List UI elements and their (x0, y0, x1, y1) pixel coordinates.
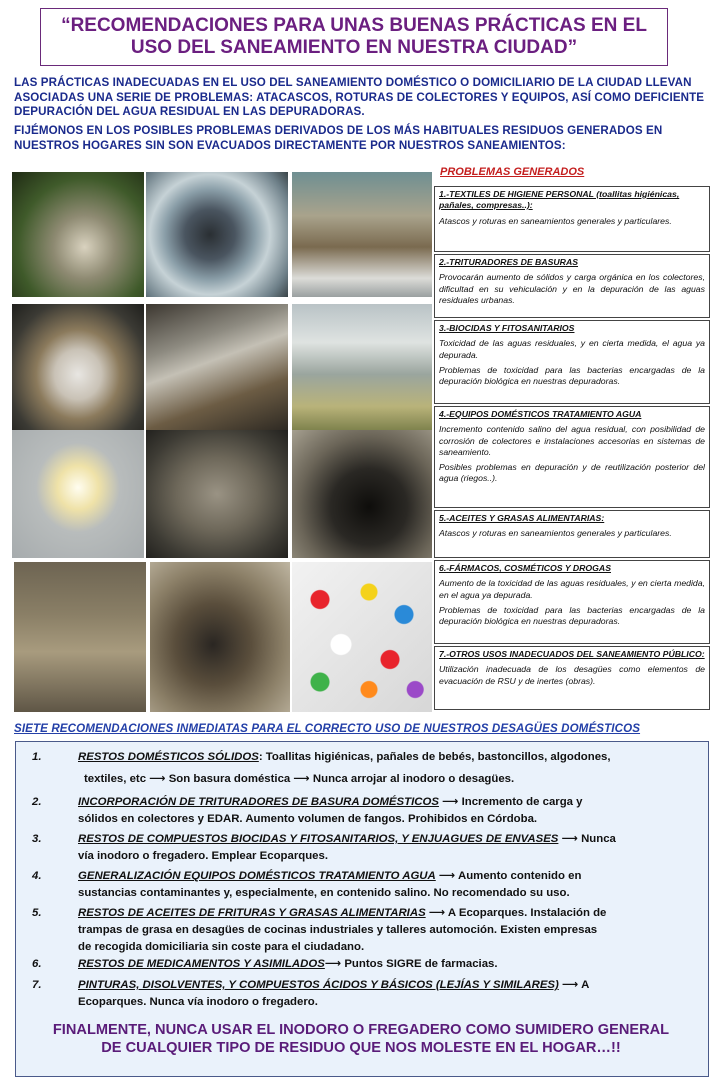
recommendations-box (15, 741, 709, 1077)
problem-title: 4.-EQUIPOS DOMÉSTICOS TRATAMIENTO AGUA (439, 409, 642, 419)
problem-desc: Atascos y roturas en saneamientos generales y particulares. (439, 215, 672, 226)
recommendation-text: Ecoparques. Nunca vía inodoro o fregadero. (78, 996, 318, 1008)
problem-title: 2.-TRITURADORES DE BASURAS (439, 257, 579, 267)
recommendation-text: ⟶ Puntos SIGRE de farmacias. (324, 958, 498, 970)
problem-desc: Incremento contenido salino del agua residual, con posibilidad de corrosión de colectores e instalaciones accesorias en sistemas de saneamiento. (439, 424, 705, 457)
photo-foam-outfall (292, 304, 432, 432)
recommendation-text: ⟶ A (558, 979, 590, 991)
photo-grinder-equipment (146, 304, 288, 432)
problem-desc: Atascos y roturas en saneamientos generales y particulares. (439, 528, 672, 539)
photo-inspection-chamber (150, 562, 290, 712)
problem-title: 1.-TEXTILES DE HIGIENE PERSONAL (toallitas higiénicas, pañales, compresas..): (439, 189, 680, 211)
photo-sewer-shaft (292, 430, 432, 558)
recommendation-text: ⟶ Incremento de carga y (438, 796, 583, 808)
recommendation-text: vía inodoro o fregadero. Emplear Ecoparques. (78, 850, 329, 862)
final-warning-line-2: DE CUALQUIER TIPO DE RESIDUO QUE NOS MOLESTE EN EL HOGAR…!! (101, 1040, 621, 1056)
title-line-2: USO DEL SANEAMIENTO EN NUESTRA CIUDAD” (130, 37, 578, 58)
problem-box-6 (434, 560, 710, 644)
recommendation-title: INCORPORACIÓN DE TRITURADORES DE BASURA DOMÉSTICOS (78, 796, 439, 808)
photo-pump-blocked (146, 172, 288, 297)
recommendation-title: PINTURAS, DISOLVENTES, Y COMPUESTOS ÁCIDOS Y BÁSICOS (LEJÍAS Y SIMILARES) (78, 979, 559, 991)
photo-sewer-tunnel-debris (14, 562, 146, 712)
problem-title: 5.-ACEITES Y GRASAS ALIMENTARIAS: (439, 513, 605, 523)
title-line-1: “RECOMENDACIONES PARA UNAS BUENAS PRÁCTICAS EN EL (61, 15, 647, 36)
photo-screen-debris (292, 172, 432, 297)
recommendation-title: GENERALIZACIÓN EQUIPOS DOMÉSTICOS TRATAMIENTO AGUA (78, 870, 436, 882)
problem-box-3 (434, 320, 710, 404)
problem-box-5 (434, 510, 710, 558)
recommendation-title: RESTOS DE ACEITES DE FRITURAS Y GRASAS ALIMENTARIAS (78, 907, 426, 919)
recommendation-title: RESTOS DE COMPUESTOS BIOCIDAS Y FITOSANITARIOS, Y ENJUAGUES DE ENVASES (78, 833, 559, 845)
final-warning-line-1: FINALMENTE, NUNCA USAR EL INODORO O FREGADERO COMO SUMIDERO GENERAL (52, 1022, 670, 1038)
recommendation-text: sustancias contaminantes y, especialmente, en contenido salino. No recomendado su uso. (78, 887, 570, 899)
problem-desc: Problemas de toxicidad para las bacterias encargadas de la depuración biológica en nuestras depuradoras. (439, 364, 705, 387)
photo-grid (12, 172, 432, 714)
recommendation-number: 4. (32, 870, 42, 882)
problem-title: 6.-FÁRMACOS, COSMÉTICOS Y DROGAS (439, 563, 611, 573)
recommendation-text: : Toallitas higiénicas, pañales de bebés, bastoncillos, algodones, (258, 751, 611, 763)
recommendation-number: 3. (32, 833, 42, 845)
photo-salt-deposits (12, 430, 144, 558)
recommendation-number: 1. (32, 751, 42, 763)
problem-title: 3.-BIOCIDAS Y FITOSANITARIOS (439, 323, 575, 333)
problem-desc: Posibles problemas en depuración y de reutilización posterior del agua (riegos..). (439, 462, 705, 484)
problem-desc: Problemas de toxicidad para las bacterias encargadas de la depuración biológica en nuestras depuradoras. (439, 604, 705, 627)
photo-grease-manhole (146, 430, 288, 558)
recommendation-text: sólidos en colectores y EDAR. Aumento volumen de fangos. Prohibidos en Córdoba. (78, 813, 538, 825)
recommendation-number: 7. (32, 979, 42, 991)
recommendation-number: 2. (32, 796, 42, 808)
recommendation-number: 6. (32, 958, 42, 970)
problem-desc: Provocarán aumento de sólidos y carga orgánica en los colectores, dificultad en su vehiculación y en la depuración de las aguas residuales urbanas. (439, 272, 705, 305)
problem-box-4 (434, 406, 710, 508)
photo-wipes-clog (12, 172, 144, 297)
recommendation-title: RESTOS DOMÉSTICOS SÓLIDOS (78, 751, 259, 763)
problem-box-1 (434, 186, 710, 252)
recommendation-text: trampas de grasa en desagües de cocinas industriales y talleres automoción. Existen empresas (78, 924, 598, 936)
problem-box-2 (434, 254, 710, 318)
final-warning (16, 1021, 706, 1057)
recommendation-text: de recogida domiciliaria sin coste para el ciudadano. (78, 941, 365, 953)
problem-box-7 (434, 646, 710, 710)
intro-paragraph-1: LAS PRÁCTICAS INADECUADAS EN EL USO DEL SANEAMIENTO DOMÉSTICO O DOMICILIARIO DE LA CIUDAD LLEVAN ASOCIADAS UNA SERIE DE PROBLEMAS: ATACASCOS, ROTURAS DE COLECTORES Y EQUIPOS, ASÍ COMO DEFICIENTE DEPURACIÓN DEL AGUA RESIDUAL EN LAS DEPURADORAS. (14, 76, 705, 118)
recommendation-number: 5. (32, 907, 42, 919)
recommendation-text: ⟶ A Ecoparques. Instalación de (425, 907, 607, 919)
problems-heading: PROBLEMAS GENERADOS (440, 166, 585, 178)
recommendation-title: RESTOS DE MEDICAMENTOS Y ASIMILADOS (78, 958, 325, 970)
photo-toilet (12, 304, 144, 432)
problem-desc: Aumento de la toxicidad de las aguas residuales, y en cierta medida, en el agua ya depurada. (439, 578, 705, 600)
poster-title (40, 8, 668, 66)
recommendations-heading: SIETE RECOMENDACIONES INMEDIATAS PARA EL CORRECTO USO DE NUESTROS DESAGÜES DOMÉSTICOS (14, 722, 641, 735)
recommendation-text: textiles, etc ⟶ Son basura doméstica ⟶ Nunca arrojar al inodoro o desagües. (84, 773, 515, 785)
problem-desc: Utilización inadecuada de los desagües como elementos de evacuación de RSU y de inertes (obras). (439, 664, 705, 686)
problem-desc: Toxicidad de las aguas residuales, y en cierta medida, el agua ya depurada. (439, 338, 705, 360)
recommendation-text: ⟶ Aumento contenido en (435, 870, 582, 882)
intro-paragraph-2: FIJÉMONOS EN LOS POSIBLES PROBLEMAS DERIVADOS DE LOS MÁS HABITUALES RESIDUOS GENERADOS EN NUESTROS HOGARES SIN SON EVACUADOS DIRECTAMENTE POR NUESTROS SANEAMIENTOS: (14, 124, 663, 152)
photo-pills (292, 562, 432, 712)
problem-title: 7.-OTROS USOS INADECUADOS DEL SANEAMIENTO PÚBLICO: (439, 649, 705, 659)
recommendation-text: ⟶ Nunca (558, 833, 616, 845)
